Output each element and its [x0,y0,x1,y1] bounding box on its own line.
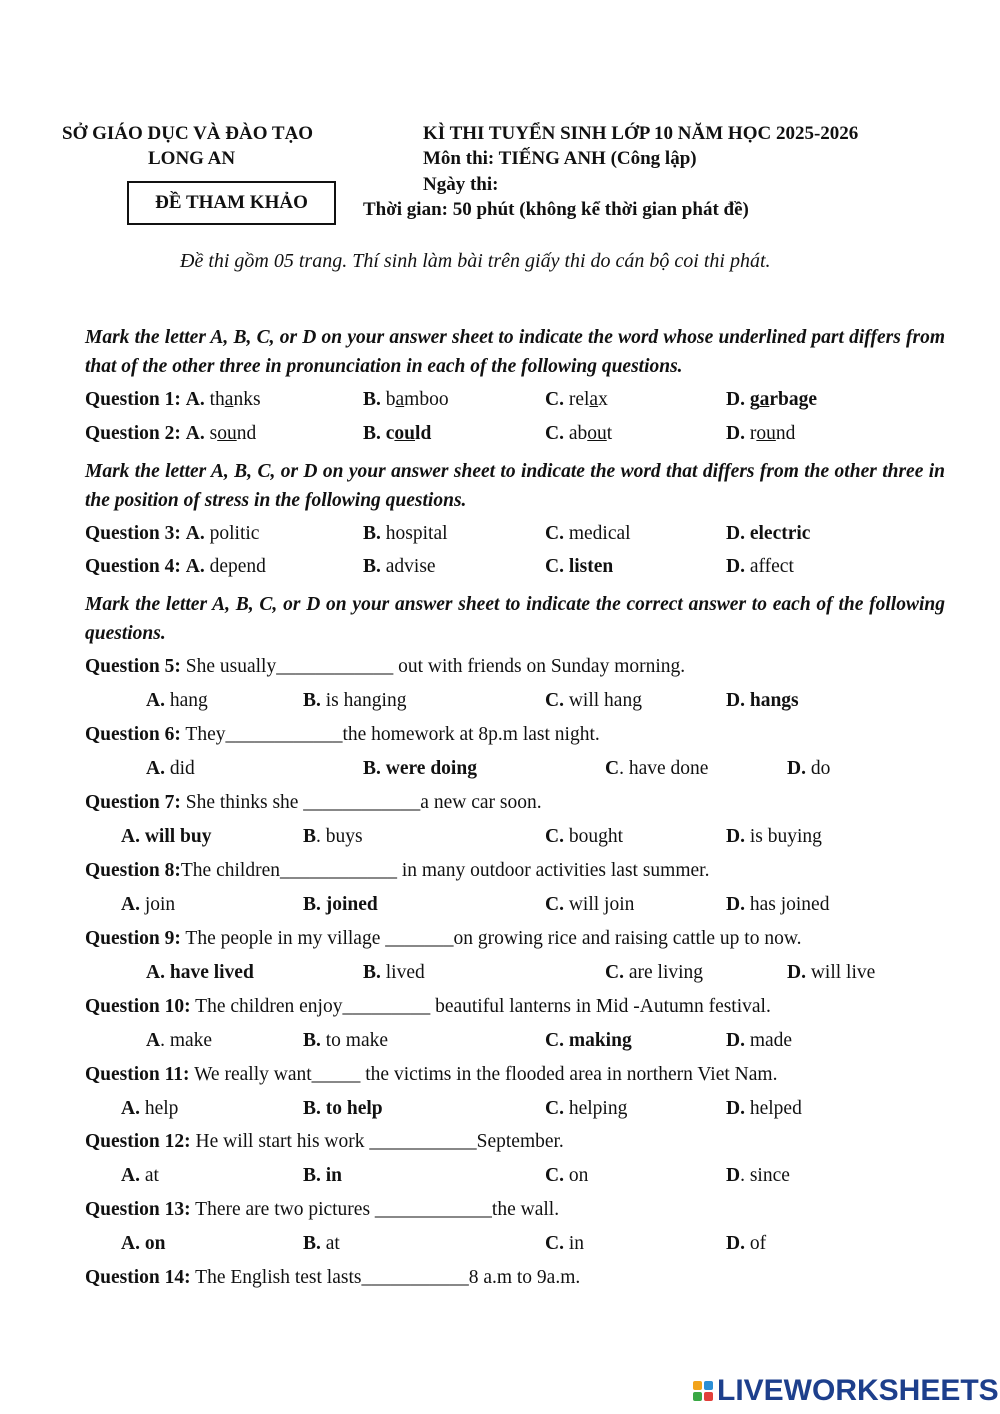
exam-title: KÌ THI TUYỂN SINH LỚP 10 NĂM HỌC 2025-2026 [423,123,859,144]
q7-option-b[interactable]: B. buys [303,826,363,847]
option-label: A. [185,389,205,410]
question-label: Question 1: [85,389,181,410]
q10-option-a[interactable]: A. make [146,1030,213,1051]
question-5: Question 5: She usually____________ out with friends on Sunday morning. [85,656,686,677]
q2-option-c[interactable]: C. about [545,423,613,444]
q11-option-b[interactable]: B. to help [303,1098,383,1119]
q1-option-b[interactable]: B. bamboo [363,389,449,410]
q12-option-a[interactable]: A. at [121,1165,159,1186]
q2-option-b[interactable]: B. could [363,423,432,444]
question-11: Question 11: We really want_____ the victims in the flooded area in northern Viet Nam. [85,1064,778,1085]
q9-option-a[interactable]: A. have lived [146,962,254,983]
liveworksheets-logo-icon [693,1381,713,1401]
q1-option-c[interactable]: C. relax [545,389,608,410]
q8-option-c[interactable]: C. will join [545,894,635,915]
question-9: Question 9: The people in my village _______on growing rice and raising cattle up to now. [85,928,802,949]
q10-option-c[interactable]: C. making [545,1030,632,1051]
q8-option-d[interactable]: D. has joined [726,894,830,915]
department-province: LONG AN [148,148,236,169]
instruction-grammar: Mark the letter A, B, C, or D on your answer sheet to indicate the correct answer to each of the following questions. [85,594,945,644]
q3-option-c[interactable]: C. medical [545,523,631,544]
q11-option-a[interactable]: A. help [121,1098,179,1119]
question-12: Question 12: He will start his work ___________September. [85,1131,564,1152]
question-14: Question 14: The English test lasts___________8 a.m to 9a.m. [85,1267,581,1288]
q9-option-d[interactable]: D. will live [787,962,876,983]
q6-option-a[interactable]: A. did [146,758,195,779]
q10-option-b[interactable]: B. to make [303,1030,389,1051]
q9-option-b[interactable]: B. lived [363,962,425,983]
q4-option-d[interactable]: D. affect [726,556,794,577]
exam-intro: Đề thi gồm 05 trang. Thí sinh làm bài trên giấy thi do cán bộ coi thi phát. [180,250,771,272]
q12-option-c[interactable]: C. on [545,1165,589,1186]
question-8: Question 8:The children____________ in many outdoor activities last summer. [85,860,710,881]
question-13: Question 13: There are two pictures ____________the wall. [85,1199,560,1220]
q6-option-c[interactable]: C. have done [605,758,709,779]
department-name: SỞ GIÁO DỤC VÀ ĐÀO TẠO [62,123,314,144]
question-7: Question 7: She thinks she ____________a new car soon. [85,792,542,813]
q2-option-d[interactable]: D. round [726,423,796,444]
q11-option-c[interactable]: C. helping [545,1098,628,1119]
question-1: Question 1: A. thanks [85,389,261,410]
question-4: Question 4: A. depend [85,556,266,577]
q13-option-c[interactable]: C. in [545,1233,585,1254]
q3-option-d[interactable]: D. electric [726,523,811,544]
q3-option-b[interactable]: B. hospital [363,523,448,544]
question-label: Question 2: [85,423,181,444]
q5-option-d[interactable]: D. hangs [726,690,799,711]
question-2: Question 2: A. sound [85,423,257,444]
q7-option-d[interactable]: D. is buying [726,826,822,847]
q7-option-a[interactable]: A. will buy [121,826,212,847]
q4-option-c[interactable]: C. listen [545,556,614,577]
q13-option-b[interactable]: B. at [303,1233,340,1254]
q11-option-d[interactable]: D. helped [726,1098,802,1119]
q8-option-a[interactable]: A. join [121,894,176,915]
q9-option-c[interactable]: C. are living [605,962,704,983]
brand-name: LIVEWORKSHEETS [717,1374,999,1407]
q5-option-b[interactable]: B. is hanging [303,690,407,711]
q4-option-b[interactable]: B. advise [363,556,436,577]
q6-option-d[interactable]: D. do [787,758,831,779]
exam-time: Thời gian: 50 phút (không kể thời gian phát đề) [363,199,749,220]
reference-exam-label: ĐỀ THAM KHẢO [155,192,308,213]
question-10: Question 10: The children enjoy_________ beautiful lanterns in Mid -Autumn festival. [85,996,771,1017]
instruction-stress: Mark the letter A, B, C, or D on your answer sheet to indicate the word that differs from the other three in the position of stress in the following questions. [85,461,945,511]
q13-option-d[interactable]: D. of [726,1233,767,1254]
reference-exam-box [127,181,336,225]
q7-option-c[interactable]: C. bought [545,826,624,847]
q5-option-c[interactable]: C. will hang [545,690,642,711]
q1-option-d[interactable]: D. garbage [726,389,817,410]
exam-date: Ngày thi: [423,174,499,195]
exam-subject: Môn thi: TIẾNG ANH (Công lập) [423,148,697,169]
q13-option-a[interactable]: A. on [121,1233,166,1254]
question-6: Question 6: They____________the homework at 8p.m last night. [85,724,600,745]
q10-option-d[interactable]: D. made [726,1030,793,1051]
q8-option-b[interactable]: B. joined [303,894,378,915]
q6-option-b[interactable]: B. were doing [363,758,477,779]
instruction-pronunciation: Mark the letter A, B, C, or D on your answer sheet to indicate the word whose underlined part differs from that of the other three in pronunciation in each of the following questions. [85,327,945,377]
question-3: Question 3: A. politic [85,523,260,544]
q12-option-d[interactable]: D. since [726,1165,790,1186]
q5-option-a[interactable]: A. hang [146,690,208,711]
q12-option-b[interactable]: B. in [303,1165,343,1186]
liveworksheets-logo[interactable] [693,1376,999,1406]
